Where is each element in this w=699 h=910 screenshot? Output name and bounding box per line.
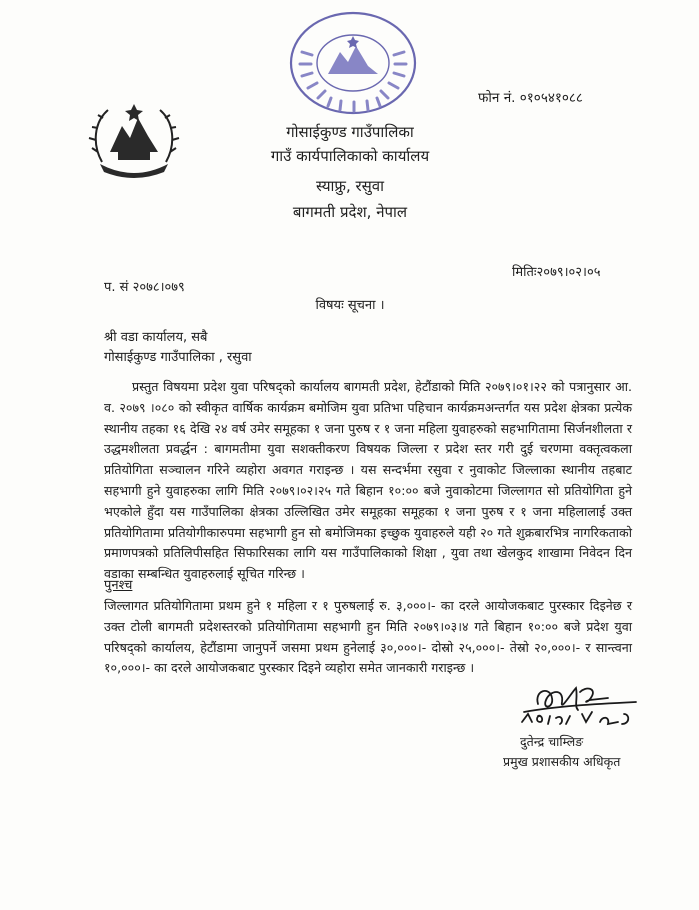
signatory-title: प्रमुख प्रशासकीय अधिकृत <box>503 754 621 769</box>
phone-number: फोन नं. ०१०५४१०८८ <box>478 90 583 106</box>
letterhead-province: बागमती प्रदेश, नेपाल <box>292 203 408 221</box>
letterhead-location: स्याफ्रु, रसुवा <box>315 177 385 195</box>
recipient-line-1: श्री वडा कार्यालय, सबै <box>104 330 208 345</box>
office-stamp-icon <box>284 8 422 118</box>
recipient-line-2: गोसाईकुण्ड गाउँपालिका , रसुवा <box>104 350 252 365</box>
signatory-name: दुतेन्द्र चाम्लिङ <box>520 734 584 749</box>
postscript-heading: पुनश्च <box>104 578 133 593</box>
letter-subject: विषयः सूचना । <box>315 298 385 313</box>
letter-date: मितिः२०७९।०२।०५ <box>512 265 601 280</box>
nepal-emblem-icon <box>88 92 180 182</box>
letterhead-municipality: गोसाईकुण्ड गाउँपालिका <box>286 123 414 141</box>
signature-icon <box>516 682 656 732</box>
reference-number: प. सं २०७८।०७९ <box>104 280 185 295</box>
letterhead-office: गाउँ कार्यपालिकाको कार्यालय <box>270 147 430 165</box>
body-paragraph: प्रस्तुत विषयमा प्रदेश युवा परिषद्को कार्यालय बागमती प्रदेश, हेटौंडाको मिति २०७९।०१।२२ को पत्रानुसार आ. व. २०७९ ।०८० को स्वीकृत वार्षिक कार्यक्रम बमोजिम युवा प्रतिभा पहिचान कार्यक्रमअन्तर्गत यस प्रदेश क्षेत्रका प्रत्येक स्थानीय तहका १६ देखि २४ वर्ष उमेर समूहका १ जना पुरुष र १ जना महिला युवाहरुको सहभागितामा सिर्जनशीलता र उद्धमशीलता प्रवर्द्धन : बागमतीमा युवा सशक्तीकरण विषयक जिल्ला र प्रदेश स्तर गरी दुई चरणमा वक्तृत्वकला प्रतियोगिता सञ्चालन गरिने व्यहोरा अवगत गराइन्छ । यस सन्दर्भमा रसुवा र नुवाकोट जिल्लाका स्थानीय तहबाट सहभागी हुने युवाहरुका लागि मिति २०७९।०२।२५ गते बिहान १०:०० बजे नुवाकोटमा जिल्लागत सो प्रतियोगिता हुने भएकोले हुँदा यस गाउँपालिका क्षेत्रका उल्लिखित उमेर समूहका समूहका १ जना पुरुष र १ जना महिलालाई उक्त प्रतियोगितामा प्रतियोगीकारुपमा सहभागी हुन सो बमोजिमका इच्छुक युवाहरुले यही २० गते शुक्रबारभित्र नागरिकताको प्रमाणपत्रको प्रतिलिपीसहित सिफारिसका लागि यस गाउँपालिकाको शिक्षा , युवा तथा खेलकुद शाखामा निवेदन दिन वडाका सम्बन्धित युवाहरुलाई सूचित गरिन्छ । <box>104 379 632 582</box>
postscript-text: जिल्लागत प्रतियोगितामा प्रथम हुने १ महिला र १ पुरुषलाई रु. ३,०००।- का दरले आयोजकबाट पुरस्कार दिइनेछ र उक्त टोली बागमती प्रदेशस्तरको प्रतियोगितामा सहभागी हुन मिति २०७९।०३।४ गते बिहान १०:०० बजे प्रदेश युवा परिषद्को कार्यालय, हेटौंडामा जानुपर्ने जसमा प्रथम हुनेलाई ३०,०००।- दोस्रो २५,०००।- तेस्रो २०,०००।- र सान्त्वना १०,०००।- का दरले आयोजकबाट पुरस्कार दिइने व्यहोरा समेत जानकारी गराइन्छ । <box>104 598 632 676</box>
